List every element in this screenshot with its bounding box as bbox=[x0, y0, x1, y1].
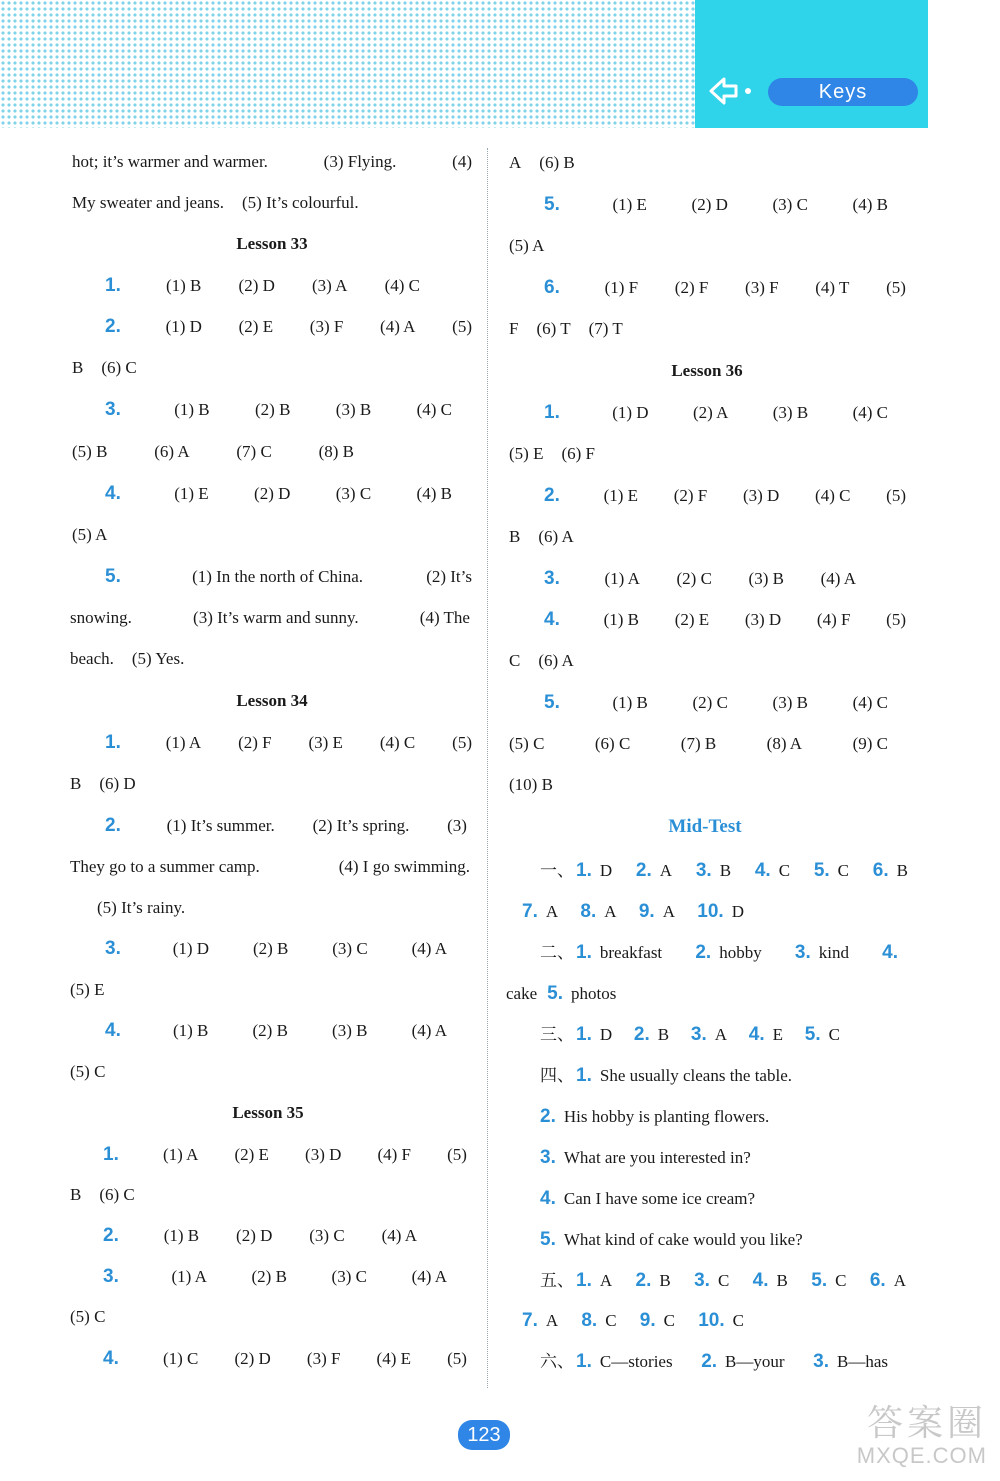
answer-line: (5) B (6) A (7) C (8) B bbox=[72, 442, 354, 461]
answer-line: (5) C bbox=[70, 1307, 106, 1326]
answer-line: 1. (1) D (2) A (3) B (4) C bbox=[544, 402, 888, 423]
answer-line: 3. (1) B (2) B (3) B (4) C bbox=[105, 399, 452, 420]
answer-line: C (6) A bbox=[509, 651, 574, 670]
answer-line: 5. What kind of cake would you like? bbox=[540, 1229, 803, 1250]
answer-line: (5) A bbox=[72, 525, 108, 544]
keys-badge: Keys bbox=[768, 78, 918, 106]
answer-line: 2. (1) D (2) E (3) F (4) A (5) bbox=[105, 316, 472, 337]
answer-line: 6. (1) F (2) F (3) F (4) T (5) bbox=[544, 277, 906, 298]
answer-line: 5. (1) B (2) C (3) B (4) C bbox=[544, 692, 888, 713]
answer-line: B (6) C bbox=[72, 358, 137, 377]
answer-line: 7. A 8. C 9. C 10. C bbox=[522, 1310, 744, 1331]
lesson-heading: Lesson 33 bbox=[236, 234, 308, 253]
answer-line: hot; it’s warmer and warmer. (3) Flying. (4) bbox=[72, 152, 472, 171]
answer-line: 5. (1) In the north of China. (2) It’s bbox=[105, 566, 472, 587]
page-number: 123 bbox=[458, 1420, 510, 1450]
answer-line: 4. (1) B (2) E (3) D (4) F (5) bbox=[544, 609, 906, 630]
answer-line: 一、 1. D 2. A 3. B 4. C 5. C 6. B bbox=[540, 860, 908, 881]
lesson-heading: Lesson 35 bbox=[232, 1103, 304, 1122]
answer-line: 2. (1) It’s summer. (2) It’s spring. (3) bbox=[105, 815, 467, 836]
answer-line: F (6) T (7) T bbox=[509, 319, 623, 338]
answer-line: 六、 1. C—stories 2. B—your 3. B—has bbox=[540, 1351, 888, 1372]
answer-line: My sweater and jeans. (5) It’s colourful. bbox=[72, 193, 359, 212]
answer-line: 三、 1. D 2. B 3. A 4. E 5. C bbox=[540, 1024, 840, 1045]
answer-line: (5) C bbox=[70, 1062, 106, 1081]
answer-line: 7. A 8. A 9. A 10. D bbox=[522, 901, 744, 922]
header-keys-panel bbox=[695, 0, 928, 128]
column-divider bbox=[487, 148, 488, 1388]
watermark-line-2: MXQE.COM bbox=[856, 1443, 987, 1468]
answer-line: 4. (1) C (2) D (3) F (4) E (5) bbox=[103, 1348, 467, 1369]
answer-line: A (6) B bbox=[509, 153, 575, 172]
answer-line: B (6) D bbox=[70, 774, 136, 793]
answer-line: (5) It’s rainy. bbox=[97, 898, 186, 917]
answer-line: 1. (1) A (2) E (3) D (4) F (5) bbox=[103, 1144, 467, 1165]
answer-line: B (6) C bbox=[70, 1185, 135, 1204]
answer-line: 二、 1. breakfast 2. hobby 3. kind 4. bbox=[540, 942, 898, 963]
answer-line: 3. What are you interested in? bbox=[540, 1147, 751, 1168]
answer-line: B (6) A bbox=[509, 527, 574, 546]
answer-line: beach. (5) Yes. bbox=[70, 649, 185, 668]
answer-line: 4. (1) B (2) B (3) B (4) A bbox=[105, 1020, 447, 1041]
answer-line: (5) E (6) F bbox=[509, 444, 595, 463]
header-dot-pattern bbox=[0, 0, 700, 128]
answer-line: snowing. (3) It’s warm and sunny. (4) The bbox=[70, 608, 470, 627]
answer-line: 3. (1) A (2) C (3) B (4) A bbox=[544, 568, 856, 589]
answer-line: 3. (1) A (2) B (3) C (4) A bbox=[103, 1266, 447, 1287]
answer-line: 2. (1) B (2) D (3) C (4) A bbox=[103, 1225, 417, 1246]
back-arrow-icon bbox=[708, 76, 754, 106]
answer-line: 5. (1) E (2) D (3) C (4) B bbox=[544, 194, 888, 215]
answer-line: 1. (1) A (2) F (3) E (4) C (5) bbox=[105, 732, 472, 753]
answer-line: 4. (1) E (2) D (3) C (4) B bbox=[105, 483, 452, 504]
answer-line: cake 5. photos bbox=[506, 983, 617, 1004]
answer-line: 四、 1. She usually cleans the table. bbox=[540, 1065, 792, 1086]
answer-line: 2. His hobby is planting flowers. bbox=[540, 1106, 770, 1127]
watermark bbox=[795, 1395, 995, 1475]
answer-line: (5) A bbox=[509, 236, 545, 255]
lesson-heading: Lesson 34 bbox=[236, 691, 308, 710]
answer-line: (5) C (6) C (7) B (8) A (9) C bbox=[509, 734, 888, 753]
lesson-heading: Lesson 36 bbox=[671, 361, 743, 380]
answer-line: They go to a summer camp. (4) I go swimming. bbox=[70, 857, 470, 876]
mid-test-heading: Mid-Test bbox=[668, 816, 742, 837]
answer-line: (5) E bbox=[70, 980, 105, 999]
answer-line: 五、 1. A 2. B 3. C 4. B 5. C 6. A bbox=[540, 1270, 906, 1291]
answer-line: 2. (1) E (2) F (3) D (4) C (5) bbox=[544, 485, 906, 506]
answer-line: 1. (1) B (2) D (3) A (4) C bbox=[105, 275, 420, 296]
answer-line: (10) B bbox=[509, 775, 553, 794]
watermark-line-1: 答案圈 bbox=[866, 1402, 987, 1443]
answer-line: 3. (1) D (2) B (3) C (4) A bbox=[105, 938, 447, 959]
answer-line: 4. Can I have some ice cream? bbox=[540, 1188, 756, 1209]
